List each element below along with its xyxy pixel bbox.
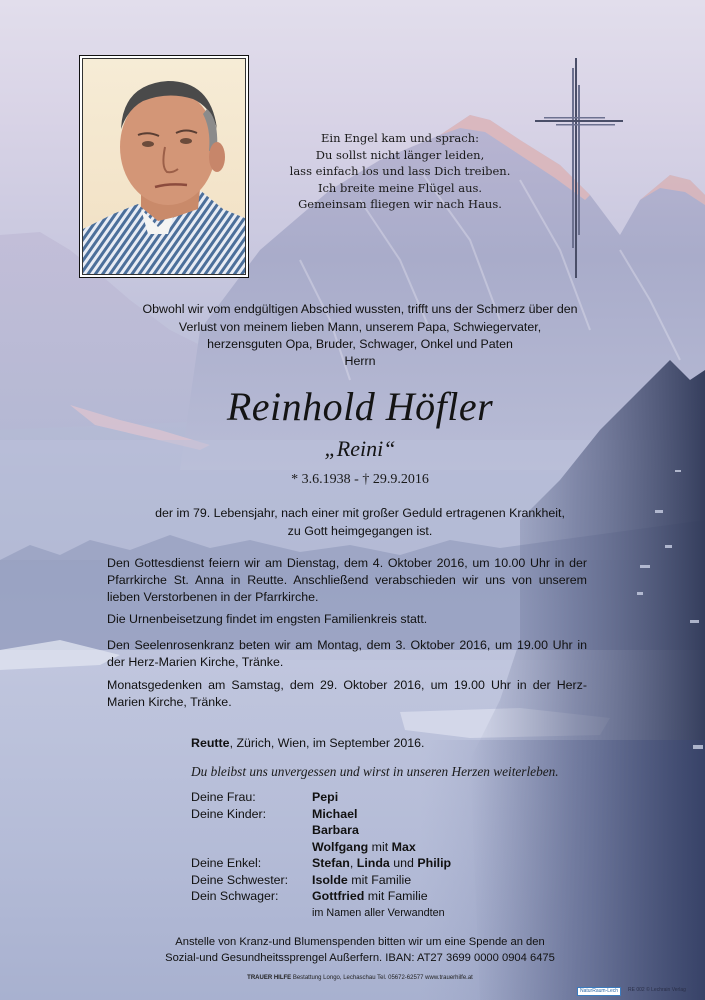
- poem-line: Gemeinsam fliegen wir nach Haus.: [298, 197, 502, 211]
- family-list: [191, 789, 451, 905]
- relatives-note: im Namen aller Verwandten: [312, 907, 445, 919]
- funeral-service-announcement: Den Gottesdienst feiern wir am Dienstag, dem 4. Oktober 2016, um 10.00 Uhr in der Pfarrkirche St. Anna in Reutte. Anschließend verabschieden wir uns von unserem lieben Verstorbenen in der Pfarrkirche.: [107, 556, 587, 605]
- intro-line: Obwohl wir vom endgültigen Abschied wussten, trifft uns der Schmerz über den: [142, 302, 578, 316]
- death-text-line: der im 79. Lebensjahr, nach einer mit großer Geduld ertragenen Krankheit,: [155, 506, 565, 520]
- family-label: Deine Schwester:: [191, 872, 289, 887]
- family-member: Isolde: [312, 872, 348, 887]
- family-member-group: [312, 888, 428, 905]
- connector: mit Familie: [364, 889, 428, 903]
- poem-line: Ich breite meine Flügel aus.: [317, 180, 483, 195]
- poem-line: Du sollst nicht länger leiden,: [315, 147, 485, 162]
- family-label: Deine Kinder:: [191, 806, 267, 821]
- motto: Du bleibst uns unvergessen und wirst in unseren Herzen weiterleben.: [191, 764, 559, 779]
- place-bold: Reutte: [191, 736, 230, 750]
- poem: [265, 130, 535, 213]
- portrait-photo-frame: [79, 55, 249, 278]
- intro-line: Verlust von meinem lieben Mann, unserem Papa, Schwiegervater,: [178, 319, 542, 334]
- funeral-home-brand: TRAUER HILFE: [247, 975, 292, 981]
- family-member: Michael: [312, 806, 358, 821]
- family-member: Linda: [356, 856, 390, 870]
- family-row-children: [191, 822, 451, 839]
- connector: mit: [368, 839, 392, 854]
- intro-text: [90, 301, 630, 354]
- family-member: Max: [391, 839, 416, 854]
- family-row-grandchildren: [191, 855, 451, 872]
- family-member: Barbara: [312, 823, 359, 837]
- life-dates: * 3.6.1938 - † 29.9.2016: [291, 472, 429, 487]
- family-row-brother-in-law: [191, 888, 451, 905]
- poem-line: Ein Engel kam und sprach:: [321, 131, 479, 145]
- family-member: Stefan: [312, 856, 350, 870]
- rosary-announcement: Den Seelenrosenkranz beten wir am Montag, dem 3. Oktober 2016, um 19.00 Uhr in der Herz-Marien Kirche, Tränke.: [107, 638, 587, 670]
- place-date: [191, 736, 424, 750]
- family-label: Deine Enkel:: [191, 856, 262, 870]
- funeral-home-footer: [100, 975, 620, 981]
- publisher-imprint: RE 002 © Lechrain Verlag: [628, 987, 686, 993]
- connector: ,: [349, 856, 357, 870]
- place-date-rest: , Zürich, Wien, im September 2016.: [229, 736, 425, 750]
- family-member-group: [312, 872, 411, 889]
- naturraum-lech-badge: NaturRaum-Lech: [577, 987, 621, 996]
- family-row-sister: [191, 872, 451, 889]
- salutation: Herrn: [344, 354, 376, 368]
- family-row-wife: [191, 789, 451, 806]
- poem-line: lass einfach los und lass Dich treiben.: [289, 164, 511, 178]
- donation-request: [100, 934, 620, 966]
- family-member: Wolfgang: [312, 839, 369, 854]
- family-member-group: [312, 855, 451, 872]
- family-member: Pepi: [312, 790, 339, 804]
- family-label: Dein Schwager:: [191, 889, 279, 903]
- cross-icon: [530, 55, 630, 280]
- death-text-line: zu Gott heimgegangen ist.: [287, 523, 433, 538]
- donation-line: Anstelle von Kranz-und Blumenspenden bitten wir um eine Spende an den: [175, 936, 545, 948]
- connector: und: [389, 856, 418, 870]
- deceased-nickname: „Reini“: [324, 436, 396, 461]
- family-member: Philip: [417, 856, 452, 870]
- connector: mit Familie: [347, 872, 412, 887]
- deceased-name: Reinhold Höfler: [226, 384, 494, 429]
- family-row-children: [191, 806, 451, 823]
- family-member: Gottfried: [312, 889, 365, 903]
- family-label: Deine Frau:: [191, 790, 256, 804]
- family-member-group: [312, 839, 416, 856]
- donation-line: Sozial-und Gesundheitssprengel Außerfern. IBAN: AT27 3699 0000 0904 6475: [165, 952, 555, 964]
- portrait-photo: [82, 58, 246, 275]
- monthly-memorial-announcement: Monatsgedenken am Samstag, dem 29. Oktober 2016, um 19.00 Uhr in der Herz-Marien Kirche, Tränke.: [107, 678, 587, 710]
- family-row-children: [191, 839, 451, 856]
- portrait-illustration: [83, 59, 246, 275]
- intro-line: herzensguten Opa, Bruder, Schwager, Onkel und Paten: [207, 337, 513, 351]
- death-text: [110, 505, 610, 540]
- funeral-home-details: Bestattung Longo, Lechaschau Tel. 05672-62577 www.trauerhilfe.at: [291, 975, 473, 981]
- urn-burial-announcement: Die Urnenbeisetzung findet im engsten Familienkreis statt.: [107, 612, 428, 626]
